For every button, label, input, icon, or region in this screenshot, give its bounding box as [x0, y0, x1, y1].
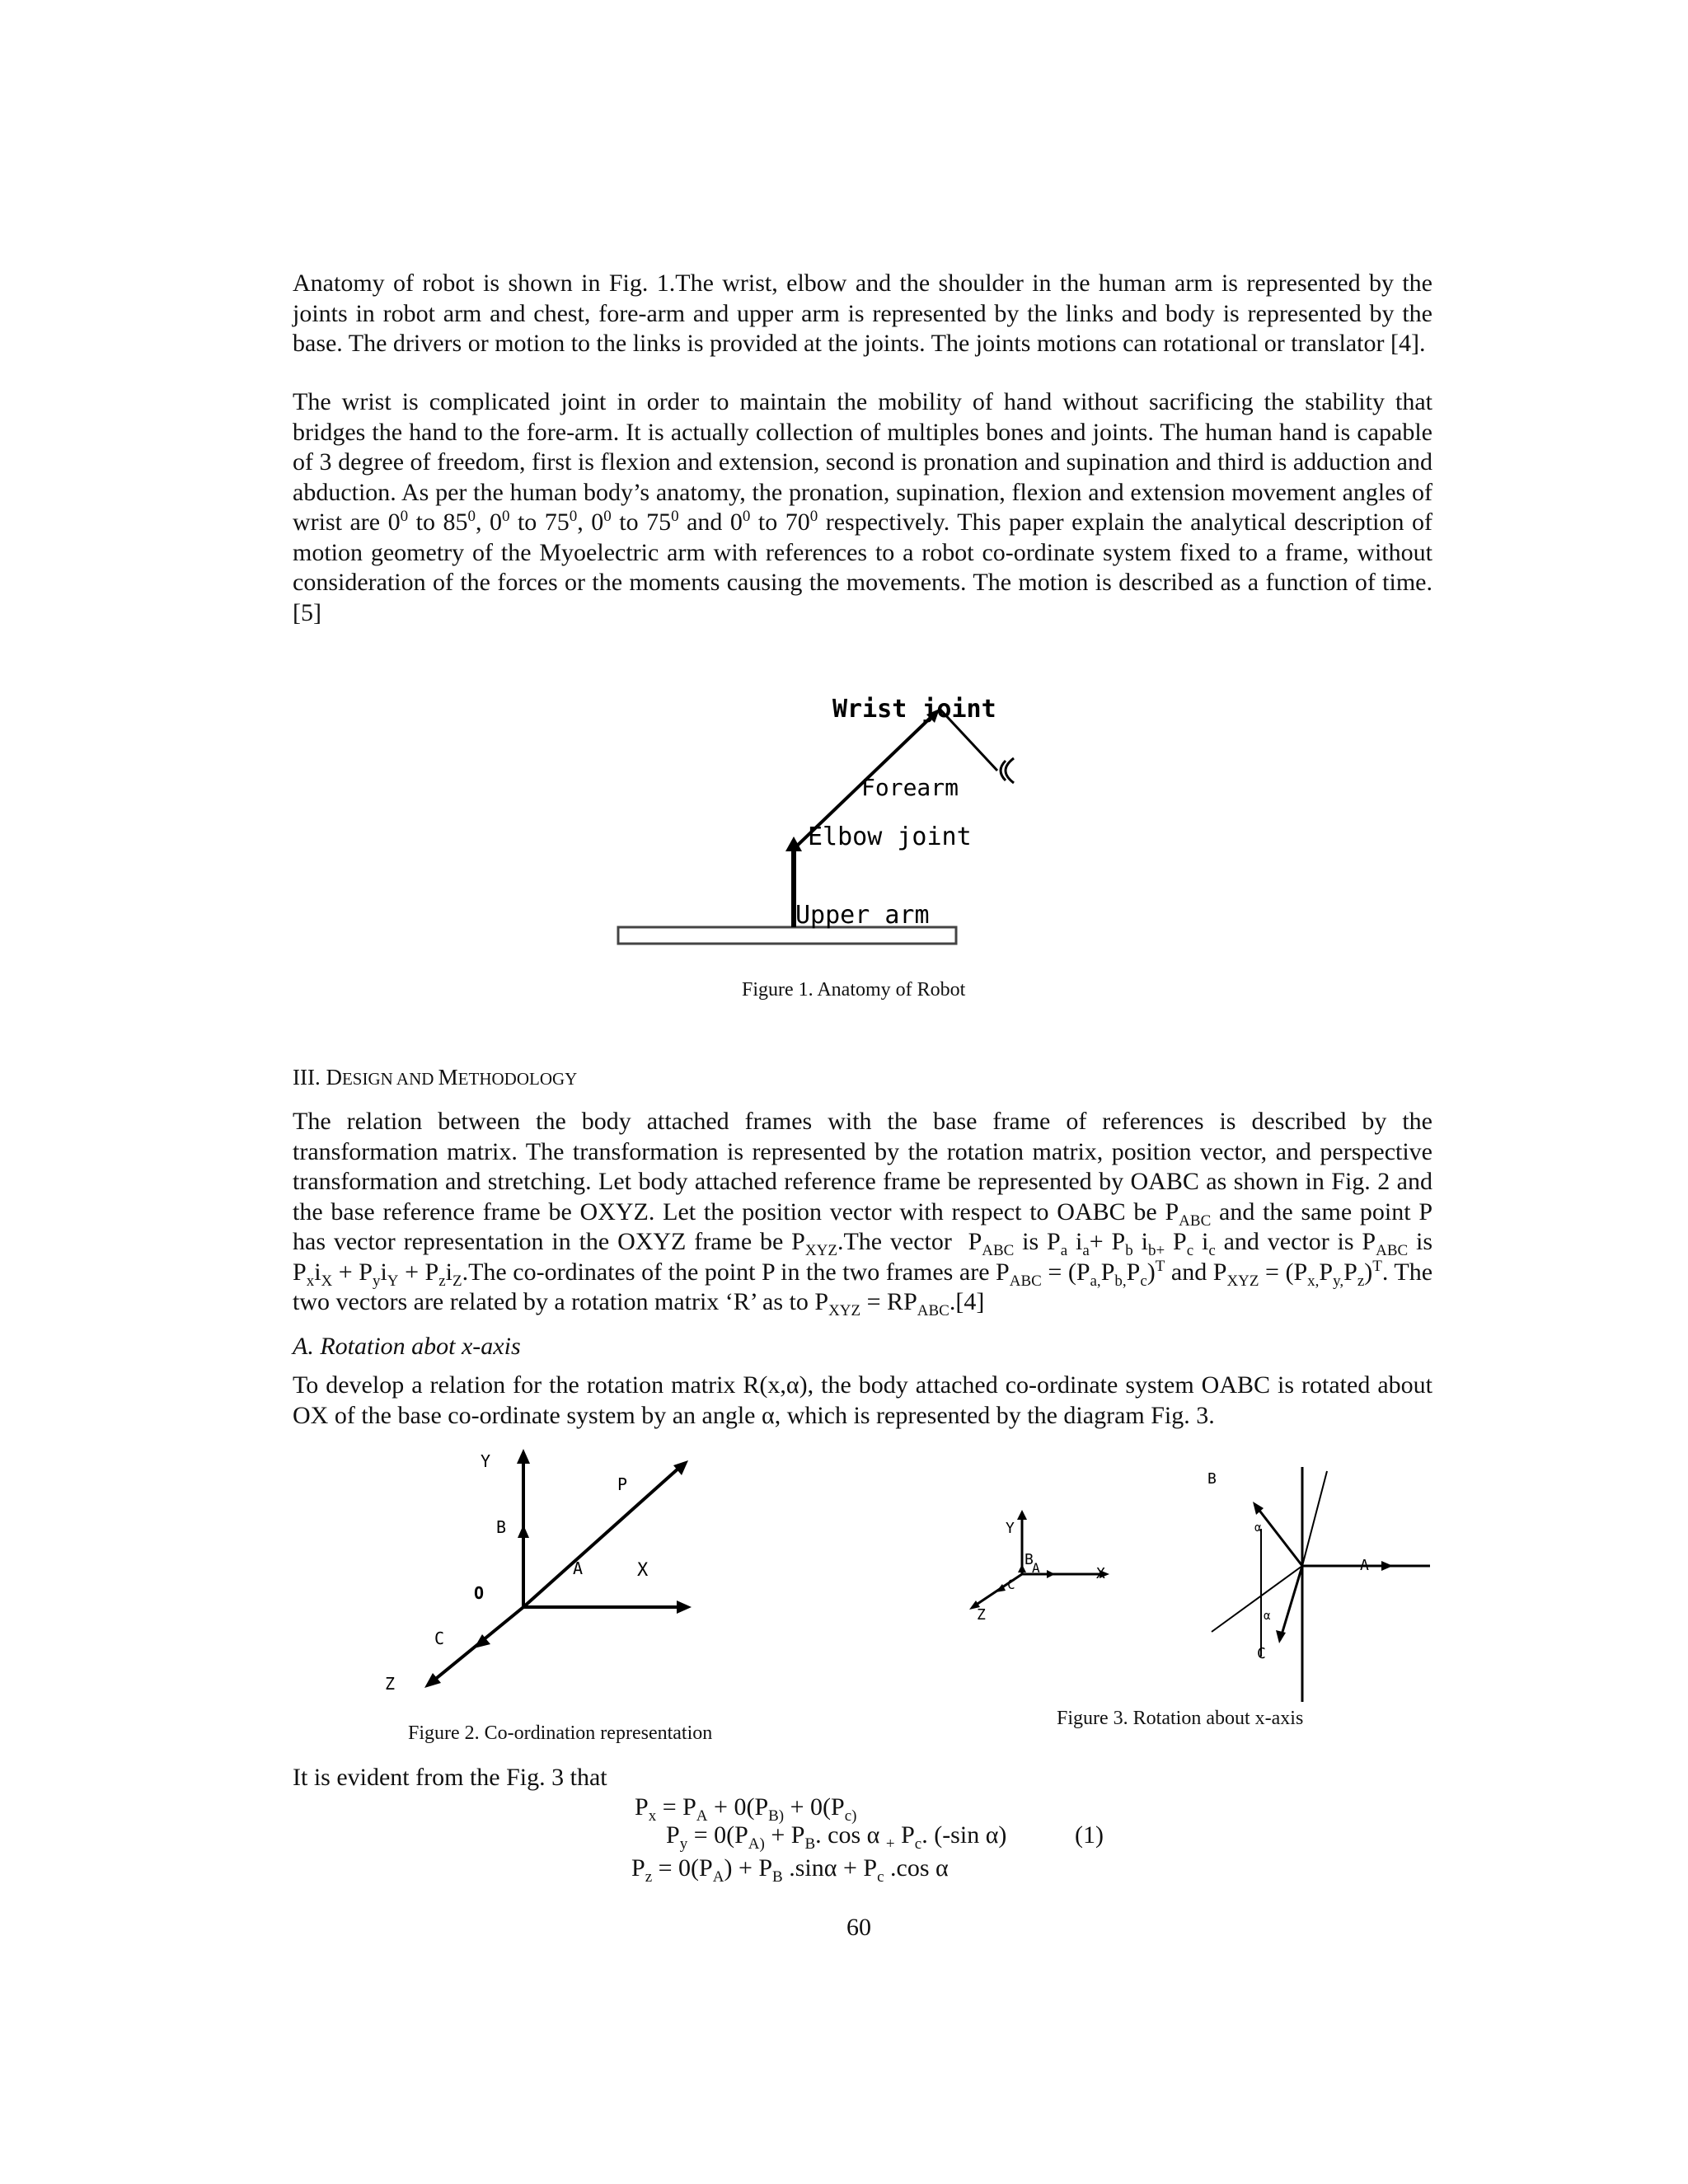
evident-text: It is evident from the Fig. 3 that [293, 1764, 607, 1791]
label-alpha-1: α [1254, 1521, 1262, 1535]
rotated-guide-top [1302, 1471, 1327, 1566]
wrist-text-rest: respectively. This paper explain the analytical description of motion geometry of the Myoelectric arm with references to a robot co-ordinate system fixed to a frame, without consideration of the forces or the moments causing the movements. The motion is described as a function of time. [5] [293, 509, 1432, 626]
label-c: C [1257, 1645, 1266, 1662]
label-wrist-joint: Wrist joint [832, 695, 996, 724]
label-o: O [474, 1583, 485, 1603]
label-c: C [1007, 1577, 1015, 1592]
subsection-heading: A. Rotation abot x-axis [293, 1333, 521, 1360]
rotated-guide [1212, 1566, 1302, 1632]
label-x: X [1096, 1565, 1105, 1582]
transformation-text-b: and the same point P has vector representation in the OXYZ frame be [293, 1197, 1433, 1255]
figure-1-caption: Figure 1. Anatomy of Robot [742, 979, 966, 1001]
axis-a-arrow [1047, 1570, 1055, 1578]
axis-p [523, 1467, 680, 1607]
label-p: P [617, 1474, 628, 1494]
label-z: Z [977, 1606, 986, 1624]
equation-pz: $P_z = 0(P_A) + P_B$ $.\sin\alpha + P_c$ .cos α [631, 1854, 949, 1886]
figure-3-caption: Figure 3. Rotation about x-axis [1057, 1708, 1304, 1729]
transformation-text-g: .[4] [949, 1288, 985, 1315]
paragraph-transformation: The relation between the body attached frames with the base frame of references is described by the transformation matrix. The transformation is represented by the rotation matrix, position vector, and perspective transformation and stretching. Let body attached reference frame be represented by OABC as shown in Fig. 2 and the base reference frame be OXYZ. Let the position vector with respect to OABC be $P_{ABC}$ and the same point P has vector representation in the OXYZ frame be $P_{XYZ}.The$ vector $P_{ABC}$ is $P_a$ $i_a+ P_b$ $i_{b+}$ $P_c$ $i_c$ and vector is $P_{ABC}$ is $P_xi_X + P_yi_Y + P_zi_Z.The$ co-ordinates of the point P in the two frames are $P_{ABC} = (P_{a,}P_{b,}P_c)^T$ and $P_{XYZ} = (P_{x,}P_{y,}P_z)^T$. The two vectors are related by a rotation matrix ‘R’ as to $P_{XYZ} = RP_{ABC}.[4]$ [293, 1108, 1433, 1319]
label-b: B [1207, 1470, 1217, 1488]
axis-x-arrow [677, 1601, 692, 1614]
label-b: B [1025, 1551, 1034, 1568]
axis-c-arrow [1276, 1630, 1286, 1643]
equation-px: $P_x = P_A + 0(P_{B)} + 0(P_{c)}$ [635, 1793, 857, 1825]
base-plate [618, 927, 956, 944]
equation-py: $P_y = 0(P_{A)} + P_B$. cos α $_+$ $P_c$. (-sin α) [666, 1821, 1007, 1853]
label-alpha-2: α [1264, 1610, 1271, 1623]
section-heading-part-1: ESIGN AND [341, 1069, 438, 1089]
label-a: A [1032, 1560, 1040, 1576]
paragraph-rotation: To develop a relation for the rotation matrix R(x,α), the body attached co-ordinate system OABC is rotated about OX of the base co-ordinate system by an angle α, which is represented by the diagram Fig. 3. [293, 1371, 1432, 1429]
transformation-text-d: and vector is [1223, 1228, 1354, 1255]
label-a: A [573, 1558, 584, 1578]
figure-2-coordinate-diagram [375, 1442, 721, 1706]
label-z: Z [385, 1674, 396, 1694]
label-a: A [1360, 1557, 1369, 1574]
label-elbow-joint: Elbow joint [808, 823, 972, 851]
figure-3-rotation-diagram [1195, 1467, 1434, 1706]
transformation-text-e: .The co-ordinates of the point P in the two frames are [462, 1258, 990, 1286]
page-number: 60 [846, 1914, 871, 1941]
equation-number: (1) [1075, 1821, 1104, 1849]
section-heading-m: M [438, 1065, 458, 1090]
axis-b-arrow [518, 1525, 529, 1538]
label-y: Y [481, 1451, 491, 1471]
label-c: C [434, 1629, 445, 1648]
gripper-icon [1006, 758, 1014, 783]
label-upper-arm: Upper arm [795, 901, 930, 930]
transformation-text-c: .The vector [837, 1228, 952, 1255]
axis-y-arrow [517, 1449, 530, 1464]
section-heading-part-2: ETHODOLOGY [457, 1069, 578, 1089]
transformation-text-f: The two vectors are related by a rotation matrix ‘R’ as to [293, 1258, 1433, 1315]
axis-c [1280, 1566, 1302, 1640]
label-forearm: Forearm [861, 774, 959, 801]
wrist-text-intro: The wrist is complicated joint in order to maintain the mobility of hand without sacrificing the stability that bridges the hand to the fore-arm. It is actually collection of multiples bones and joints. The human hand is capable of 3 degree of freedom, first is flexion and extension, second is pronation and supination and third is adduction and abduction. As per the human body’s anatomy, the pronation, supination, flexion and extension movement angles of wrist are [293, 388, 1432, 536]
label-b: B [496, 1517, 507, 1537]
transformation-text-a: The relation between the body attached frames with the base frame of references is described by the transformation matrix. The transformation is represented by the rotation matrix, position vector, and perspective transformation and stretching. Let body attached reference frame be represented by OABC as shown in Fig. 2 and the base reference frame be OXYZ. Let the position vector with respect to OABC be [293, 1108, 1432, 1226]
section-heading [293, 1065, 577, 1090]
figure-2-caption: Figure 2. Co-ordination representation [408, 1722, 713, 1744]
section-heading-numeral: III. D [293, 1065, 342, 1090]
paragraph-wrist: The wrist is complicated joint in order to maintain the mobility of hand without sacrificing the stability that bridges the hand to the fore-arm. It is actually collection of multiples bones and joints. The human hand is capable of 3 degree of freedom, first is flexion and extension, second is pronation and supination and third is adduction and abduction. As per the human body’s anatomy, the pronation, supination, flexion and extension movement angles of wrist are $0^0$ to $85^0$, $0^0$ to $75^0$, $0^0$ to $75^0$ and $0^0$ to $70^0$ respectively. This paper explain the analytical description of motion geometry of the Myoelectric arm with references to a robot co-ordinate system fixed to a frame, without consideration of the forces or the moments causing the movements. The motion is described as a function of time. [5] [293, 388, 1432, 626]
label-x: X [637, 1560, 649, 1581]
figure-3-axes-diagram [956, 1492, 1146, 1624]
label-y: Y [1006, 1520, 1015, 1537]
figure-1-anatomy-diagram [610, 688, 1088, 968]
axis-a-arrow [1381, 1561, 1393, 1571]
axis-y-arrow [1017, 1510, 1027, 1520]
paragraph-anatomy: Anatomy of robot is shown in Fig. 1.The wrist, elbow and the shoulder in the human arm is represented by the joints in robot arm and chest, fore-arm and upper arm is represented by the links and body is represented by the base. The drivers or motion to the links is provided at the joints. The joints motions can rotational or translator [4]. [293, 269, 1432, 357]
